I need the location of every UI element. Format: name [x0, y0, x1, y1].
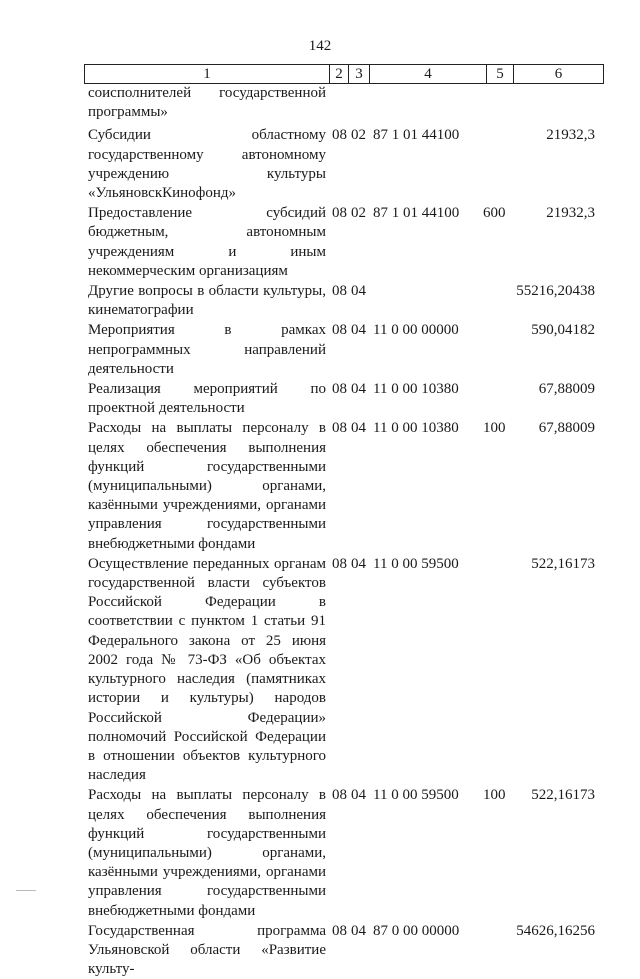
row-expense-type [483, 282, 513, 320]
row-target-code: 11 0 00 10380 [373, 381, 459, 398]
row-amount [513, 84, 605, 122]
header-col-1: 1 [85, 65, 330, 83]
row-subsection: 02 [351, 127, 366, 144]
row-amount: 522,16173 [531, 787, 595, 804]
row-name: Другие вопросы в области культуры, кинематографии [88, 283, 326, 319]
row-section: 08 [332, 127, 347, 144]
row-target-code [373, 84, 483, 122]
row-section: 08 [332, 283, 347, 300]
row-expense-type: 100 [483, 420, 506, 437]
table-header [84, 64, 604, 84]
row-expense-type [483, 922, 513, 979]
scan-edge-mark [16, 890, 36, 891]
row-amount: 54626,16256 [516, 922, 595, 939]
row-amount: 67,88009 [538, 381, 595, 398]
row-expense-type: 100 [483, 787, 506, 804]
row-subsection [351, 84, 373, 122]
row-expense-type: 600 [483, 205, 506, 222]
row-amount: 67,88009 [538, 420, 595, 437]
row-section: 08 [332, 205, 347, 222]
row-section: 08 [332, 322, 347, 339]
row-section: 08 [332, 420, 347, 437]
row-target-code [373, 282, 483, 320]
row-section: 08 [332, 922, 347, 939]
table-row [88, 126, 608, 203]
row-target-code: 11 0 00 59500 [373, 555, 459, 572]
row-expense-type [483, 555, 513, 785]
table-row [88, 786, 608, 920]
table-row [88, 922, 608, 979]
header-col-6: 6 [554, 66, 563, 82]
row-amount: 55216,20438 [516, 283, 595, 300]
row-name: Мероприятия в рамках непрограммных направлений деятельности [88, 322, 326, 377]
row-expense-type [483, 84, 513, 122]
row-subsection: 04 [351, 922, 366, 939]
row-expense-type [483, 126, 513, 203]
row-name: Государственная программа Ульяновской области «Развитие культу- [88, 922, 326, 978]
header-col-2: 2 [330, 65, 349, 83]
row-amount: 590,04182 [531, 322, 595, 339]
row-section: 08 [332, 381, 347, 398]
header-col-4: 4 [370, 65, 487, 83]
row-name: соисполнителей государственной программы» [88, 85, 326, 121]
row-expense-type [483, 321, 513, 379]
page-number: 142 [308, 38, 332, 54]
row-target-code: 87 1 01 44100 [373, 127, 460, 144]
row-name: Предоставление субсидий бюджетным, автономным учреждениям и иным некоммерческим организациям [88, 205, 326, 279]
row-subsection: 02 [351, 205, 366, 222]
table-row [88, 419, 608, 553]
row-target-code: 11 0 00 00000 [373, 322, 459, 339]
row-target-code: 87 1 01 44100 [373, 205, 460, 222]
row-target-code: 11 0 00 59500 [373, 787, 459, 804]
row-section [326, 84, 351, 122]
row-subsection: 04 [351, 381, 366, 398]
table-row [88, 204, 608, 281]
table-row [88, 282, 608, 320]
row-amount: 522,16173 [531, 555, 595, 572]
table-body [88, 84, 608, 979]
row-subsection: 04 [351, 555, 366, 572]
row-section: 08 [332, 787, 347, 804]
table-row [88, 555, 608, 785]
row-expense-type [483, 380, 513, 418]
row-amount: 21932,3 [546, 127, 595, 144]
row-section: 08 [332, 555, 347, 572]
row-name: Расходы на выплаты персоналу в целях обеспечения выполнения функций государственными (муниципальными) органами, казёнными учреждениями, органами управления государственными внебюджетными фондами [88, 420, 326, 552]
row-name: Реализация мероприятий по проектной деятельности [88, 381, 326, 417]
row-name: Осуществление переданных органам государственной власти субъектов Российской Федерации в соответствии с пунктом 1 статьи 91 Федерального закона от 25 июня 2002 года № 73-ФЗ «Об объектах культурного наследия (памятниках истории и культуры) народов Российской Федерации» полномочий Российской Федерации в отношении объектов культурного наследия [88, 555, 326, 784]
row-subsection: 04 [351, 283, 366, 300]
header-col-5: 5 [487, 65, 514, 83]
table-row [88, 380, 608, 418]
row-target-code: 87 0 00 00000 [373, 922, 460, 939]
header-col-3: 3 [349, 65, 370, 83]
row-name: Расходы на выплаты персоналу в целях обеспечения выполнения функций государственными (муниципальными) органами, казёнными учреждениями, органами управления государственными внебюджетными фондами [88, 787, 326, 919]
row-target-code: 11 0 00 10380 [373, 420, 459, 437]
table-row [88, 321, 608, 379]
row-subsection: 04 [351, 420, 366, 437]
row-subsection: 04 [351, 787, 366, 804]
row-subsection: 04 [351, 322, 366, 339]
row-name: Субсидии областному государственному автономному учреждению культуры «УльяновскКинофонд» [88, 127, 326, 202]
row-amount: 21932,3 [546, 205, 595, 222]
table-row [88, 84, 608, 122]
